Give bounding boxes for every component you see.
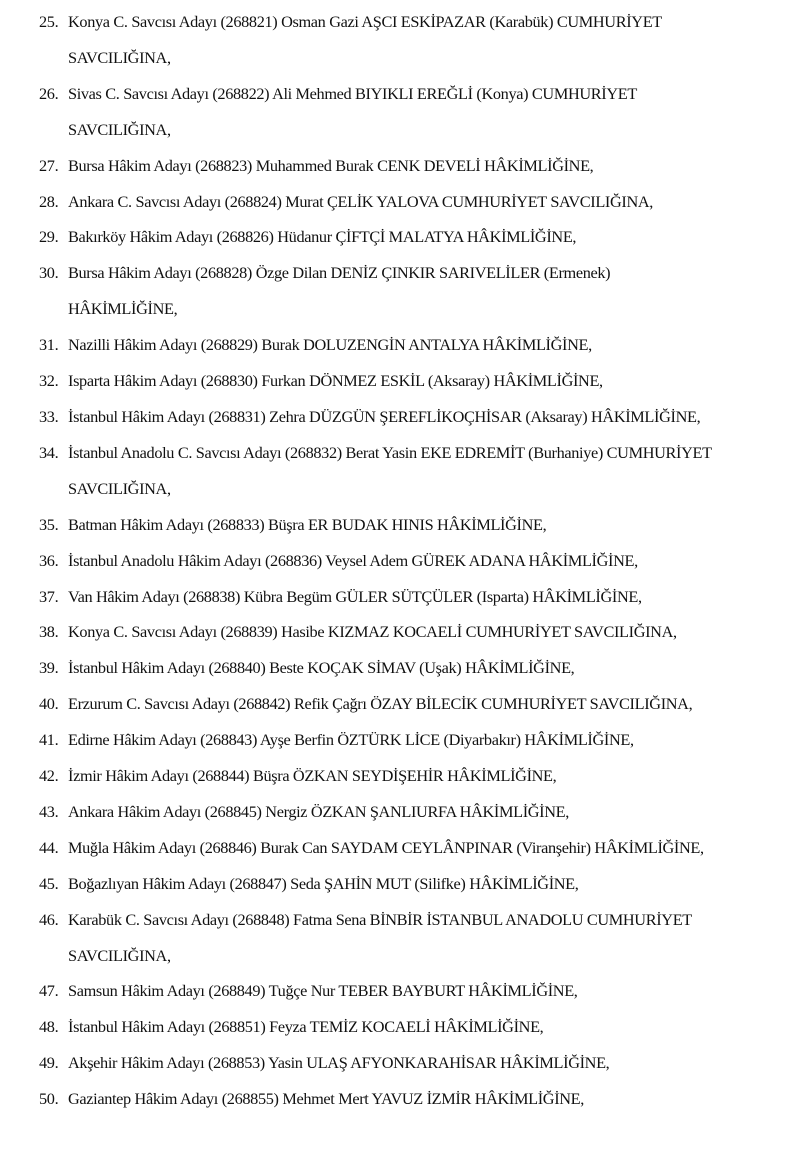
item-number: 27.: [39, 155, 59, 175]
item-text: İstanbul Anadolu C. Savcısı Adayı (268832) Berat Yasin EKE EDREMİT (Burhaniye) CUMHURİYET: [68, 442, 712, 462]
item-number: 32.: [39, 371, 59, 391]
item-number: 50.: [39, 1089, 59, 1109]
item-text: Bakırköy Hâkim Adayı (268826) Hüdanur ÇİFTÇİ MALATYA HÂKİMLİĞİNE,: [68, 227, 577, 247]
list-item: [0, 543, 790, 579]
list-item: [0, 507, 790, 543]
item-text: Van Hâkim Adayı (268838) Kübra Begüm GÜLER SÜTÇÜLER (Isparta) HÂKİMLİĞİNE,: [68, 586, 642, 606]
item-number: 34.: [39, 442, 59, 462]
item-number: 40.: [39, 694, 59, 714]
item-number: 26.: [39, 83, 59, 103]
item-text: İstanbul Hâkim Adayı (268840) Beste KOÇAK SİMAV (Uşak) HÂKİMLİĞİNE,: [68, 658, 575, 678]
list-item: [0, 76, 790, 148]
item-number: 45.: [39, 873, 59, 893]
item-number: 42.: [39, 766, 59, 786]
item-text: Isparta Hâkim Adayı (268830) Furkan DÖNMEZ ESKİL (Aksaray) HÂKİMLİĞİNE,: [68, 371, 603, 391]
list-item: [0, 579, 790, 615]
item-number: 30.: [39, 263, 59, 283]
item-number: 46.: [39, 909, 59, 929]
item-text: Ankara C. Savcısı Adayı (268824) Murat ÇELİK YALOVA CUMHURİYET SAVCILIĞINA,: [68, 191, 654, 211]
item-text: Konya C. Savcısı Adayı (268839) Hasibe KIZMAZ KOCAELİ CUMHURİYET SAVCILIĞINA,: [68, 622, 677, 642]
item-number: 36.: [39, 550, 59, 570]
list-item: [0, 794, 790, 830]
list-item: [0, 650, 790, 686]
list-item: [0, 614, 790, 650]
item-text: Samsun Hâkim Adayı (268849) Tuğçe Nur TEBER BAYBURT HÂKİMLİĞİNE,: [68, 981, 578, 1001]
item-text: Sivas C. Savcısı Adayı (268822) Ali Mehmed BIYIKLI EREĞLİ (Konya) CUMHURİYET: [68, 83, 637, 103]
item-number: 37.: [39, 586, 59, 606]
item-text: Boğazlıyan Hâkim Adayı (268847) Seda ŞAHİN MUT (Silifke) HÂKİMLİĞİNE,: [68, 873, 579, 893]
item-number: 43.: [39, 801, 59, 821]
item-text: Nazilli Hâkim Adayı (268829) Burak DOLUZENGİN ANTALYA HÂKİMLİĞİNE,: [68, 335, 592, 355]
item-text: İstanbul Hâkim Adayı (268831) Zehra DÜZGÜN ŞEREFLİKOÇHİSAR (Aksaray) HÂKİMLİĞİNE,: [68, 406, 701, 426]
item-number: 28.: [39, 191, 59, 211]
item-text-continuation: SAVCILIĞINA,: [68, 478, 171, 498]
item-number: 35.: [39, 514, 59, 534]
item-text-continuation: HÂKİMLİĞİNE,: [68, 299, 178, 319]
list-item: [0, 1045, 790, 1081]
item-text: Akşehir Hâkim Adayı (268853) Yasin ULAŞ AFYONKARAHİSAR HÂKİMLİĞİNE,: [68, 1053, 610, 1073]
item-number: 47.: [39, 981, 59, 1001]
item-number: 38.: [39, 622, 59, 642]
item-text: Konya C. Savcısı Adayı (268821) Osman Gazi AŞCI ESKİPAZAR (Karabük) CUMHURİYET: [68, 12, 662, 31]
list-item: [0, 255, 790, 327]
item-text-continuation: SAVCILIĞINA,: [68, 945, 171, 965]
item-text: Bursa Hâkim Adayı (268828) Özge Dilan DENİZ ÇINKIR SARIVELİLER (Ermenek): [68, 263, 611, 283]
item-text-continuation: SAVCILIĞINA,: [68, 119, 171, 139]
appointment-list: [0, 4, 790, 1117]
list-item: [0, 219, 790, 255]
list-item: [0, 686, 790, 722]
list-item: [0, 184, 790, 220]
list-item: [0, 1081, 790, 1117]
list-item: [0, 363, 790, 399]
item-number: 31.: [39, 335, 59, 355]
list-item: [0, 902, 790, 974]
item-text: Bursa Hâkim Adayı (268823) Muhammed Burak CENK DEVELİ HÂKİMLİĞİNE,: [68, 155, 594, 175]
list-item: [0, 722, 790, 758]
item-number: 48.: [39, 1017, 59, 1037]
list-item: [0, 327, 790, 363]
item-text: İstanbul Hâkim Adayı (268851) Feyza TEMİZ KOCAELİ HÂKİMLİĞİNE,: [68, 1017, 544, 1037]
item-text: Gaziantep Hâkim Adayı (268855) Mehmet Mert YAVUZ İZMİR HÂKİMLİĞİNE,: [68, 1089, 584, 1109]
item-number: 39.: [39, 658, 59, 678]
item-text-continuation: SAVCILIĞINA,: [68, 47, 171, 67]
list-item: [0, 830, 790, 866]
item-number: 25.: [39, 12, 59, 31]
list-item: [0, 4, 790, 76]
item-text: Karabük C. Savcısı Adayı (268848) Fatma Sena BİNBİR İSTANBUL ANADOLU CUMHURİYET: [68, 909, 692, 929]
item-number: 33.: [39, 406, 59, 426]
list-item: [0, 973, 790, 1009]
item-number: 49.: [39, 1053, 59, 1073]
item-text: Edirne Hâkim Adayı (268843) Ayşe Berfin ÖZTÜRK LİCE (Diyarbakır) HÂKİMLİĞİNE,: [68, 730, 634, 750]
item-number: 41.: [39, 730, 59, 750]
item-text: Ankara Hâkim Adayı (268845) Nergiz ÖZKAN ŞANLIURFA HÂKİMLİĞİNE,: [68, 801, 569, 821]
item-number: 44.: [39, 837, 59, 857]
item-text: İzmir Hâkim Adayı (268844) Büşra ÖZKAN SEYDİŞEHİR HÂKİMLİĞİNE,: [68, 766, 557, 786]
list-item: [0, 435, 790, 507]
item-text: Erzurum C. Savcısı Adayı (268842) Refik Çağrı ÖZAY BİLECİK CUMHURİYET SAVCILIĞINA,: [68, 694, 693, 714]
item-text: İstanbul Anadolu Hâkim Adayı (268836) Veysel Adem GÜREK ADANA HÂKİMLİĞİNE,: [68, 550, 638, 570]
list-item: [0, 866, 790, 902]
item-number: 29.: [39, 227, 59, 247]
item-text: Muğla Hâkim Adayı (268846) Burak Can SAYDAM CEYLÂNPINAR (Viranşehir) HÂKİMLİĞİNE,: [68, 837, 704, 857]
list-item: [0, 1009, 790, 1045]
list-item: [0, 148, 790, 184]
list-item: [0, 758, 790, 794]
item-text: Batman Hâkim Adayı (268833) Büşra ER BUDAK HINIS HÂKİMLİĞİNE,: [68, 514, 547, 534]
list-item: [0, 399, 790, 435]
